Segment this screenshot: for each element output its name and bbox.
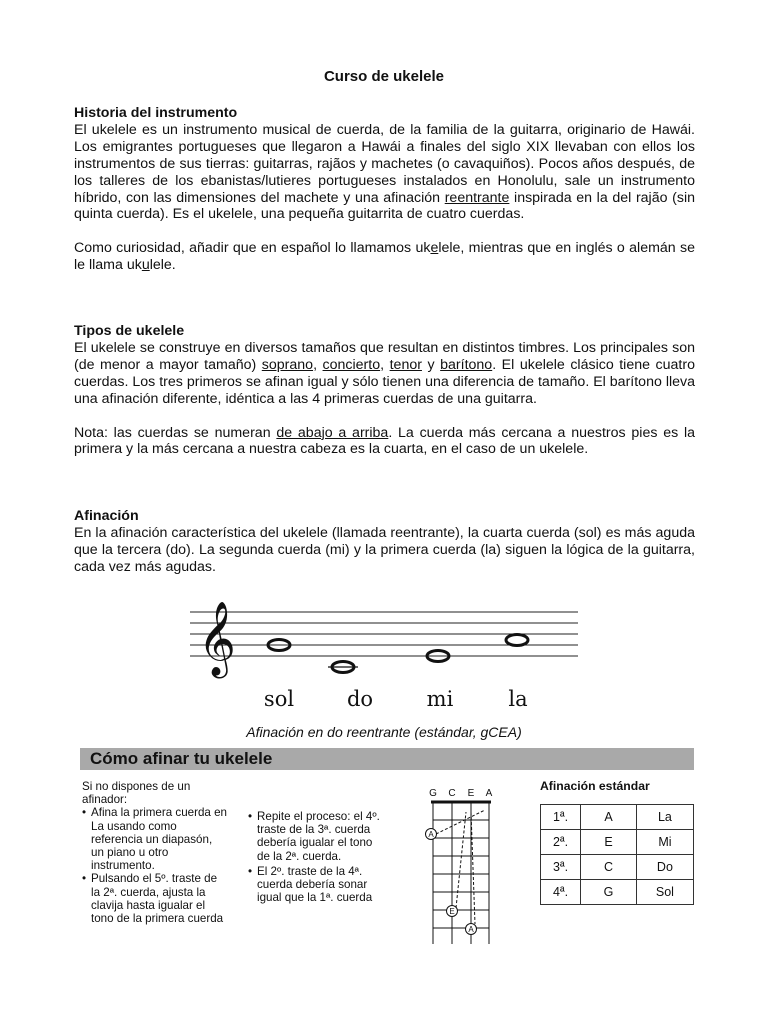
svg-text:𝄞: 𝄞 bbox=[198, 602, 236, 676]
historia-paragraph-1: El ukelele es un instrumento musical de cuerda, de la familia de la guitarra, originario de Hawái. Los emigrantes portugueses que llegaron a Hawái a finales del siglo XIX llevaban con ellos los instrumentos de sus tierras: guitarras, rajãos y machetes (o cavaquiños). Pocos años después, de los talleres de los ebanistas/lutieres portugueses instalados en Honolulu, sale un instrumento híbrido, con las dimensiones del machete y una afinación reentrante inspirada en la del rajão (sin quinta cuerda). Es el ukelele, una pequeña guitarrita de cuatro cuerdas. bbox=[74, 121, 695, 223]
section-tipos bbox=[74, 323, 695, 458]
table-cell: C bbox=[581, 855, 637, 880]
fret-marker-a2: A bbox=[468, 925, 474, 934]
tuning-step: • El 2º. traste de la 4ª. cuerda debería sonar igual que la 1ª. cuerda bbox=[248, 865, 383, 905]
fret-string-label: G bbox=[429, 788, 437, 799]
section-historia bbox=[74, 105, 695, 274]
afinacion-paragraph: En la afinación característica del ukelele (llamada reentrante), la cuarta cuerda (sol) es más aguda que la tercera (do). La segunda cuerda (mi) y la primera cuerda (la) siguen la lógica de la guitarra, cada vez más agudas. bbox=[74, 524, 695, 575]
fret-marker-e: E bbox=[449, 907, 455, 916]
treble-clef-icon bbox=[198, 602, 236, 679]
heading-historia: Historia del instrumento bbox=[74, 105, 238, 121]
tuning-box bbox=[74, 746, 694, 951]
table-cell: 2ª. bbox=[541, 830, 581, 855]
table-cell: 4ª. bbox=[541, 880, 581, 905]
standard-tuning-title: Afinación estándar bbox=[540, 779, 650, 793]
tuning-step: • Pulsando el 5º. traste de la 2ª. cuerda, ajusta la clavija hasta igualar el tono de la primera cuerda bbox=[82, 872, 227, 925]
note-do bbox=[328, 662, 358, 673]
table-cell: E bbox=[581, 830, 637, 855]
tuning-column-left bbox=[82, 780, 227, 925]
standard-tuning-table bbox=[540, 804, 694, 905]
tuning-intro: Si no dispones de un afinador: bbox=[82, 780, 191, 807]
fretboard-diagram bbox=[419, 786, 499, 946]
table-cell: A bbox=[581, 805, 637, 830]
tuning-step: • Afina la primera cuerda en La usando como referencia un diapasón, un piano u otro instrumento. bbox=[82, 806, 227, 872]
tipos-nota: Nota: las cuerdas se numeran de abajo a arriba. La cuerda más cercana a nuestros pies es la primera y la más cercana a nuestra cabeza es la cuarta, en el caso de un ukelele. bbox=[74, 424, 695, 458]
table-row bbox=[541, 805, 694, 830]
table-row bbox=[541, 830, 694, 855]
table-cell: 3ª. bbox=[541, 855, 581, 880]
note-la bbox=[506, 635, 528, 646]
fret-string-label: E bbox=[467, 788, 475, 799]
fret-string-label: A bbox=[485, 788, 493, 799]
table-row bbox=[541, 880, 694, 905]
table-cell: G bbox=[581, 880, 637, 905]
staff-caption: Afinación en do reentrante (estándar, gCEA) bbox=[246, 724, 522, 740]
tipos-paragraph-1: El ukelele se construye en diversos tamaños que resultan en distintos timbres. Los principales son (de menor a mayor tamaño) soprano, concierto, tenor y barítono. El ukelele clásico tiene cuatro cuerdas. Los tres primeros se afinan igual y sólo tienen una diferencia de tamaño. El barítono lleva una afinación diferente, idéntica a las 4 primeras cuerdas de una guitarra. bbox=[74, 339, 695, 407]
section-afinacion bbox=[74, 508, 695, 576]
heading-tipos: Tipos de ukelele bbox=[74, 323, 185, 339]
note-label-mi: mi bbox=[426, 687, 454, 711]
fret-marker-a: A bbox=[428, 830, 434, 839]
note-label-la: la bbox=[508, 687, 528, 711]
tuning-step: • Repite el proceso: el 4º. traste de la 3ª. cuerda debería igualar el tono de la 2ª. cuerda. bbox=[248, 810, 383, 863]
note-label-do: do bbox=[346, 687, 374, 711]
heading-afinacion: Afinación bbox=[74, 508, 139, 524]
table-row bbox=[541, 855, 694, 880]
table-cell: Do bbox=[636, 855, 693, 880]
note-label-sol: sol bbox=[263, 687, 295, 711]
table-cell: 1ª. bbox=[541, 805, 581, 830]
table-cell: La bbox=[636, 805, 693, 830]
table-cell: Sol bbox=[636, 880, 693, 905]
page-title: Curso de ukelele bbox=[323, 68, 445, 85]
tuning-column-mid bbox=[248, 810, 383, 904]
tuning-title: Cómo afinar tu ukelele bbox=[90, 749, 273, 768]
fret-string-label: C bbox=[448, 788, 456, 799]
tuning-header-bar bbox=[80, 748, 694, 770]
table-cell: Mi bbox=[636, 830, 693, 855]
music-staff bbox=[190, 588, 580, 713]
historia-paragraph-2: Como curiosidad, añadir que en español lo llamamos ukelele, mientras que en inglés o alemán se le llama ukulele. bbox=[74, 240, 696, 274]
